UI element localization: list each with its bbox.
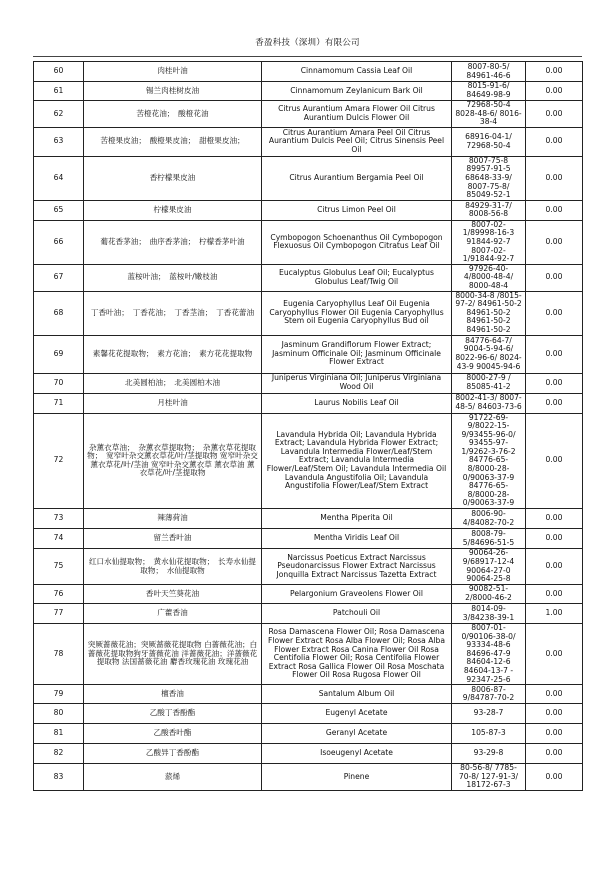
- cas-number-cell: 93-28-7: [452, 704, 526, 724]
- cas-number-cell: 84776-64-7/ 9004-5-94-6/ 8022-96-6/ 8024-43-9 90045-94-6: [452, 335, 526, 373]
- row-number: 72: [34, 413, 84, 509]
- row-number: 73: [34, 509, 84, 529]
- row-number: 66: [34, 220, 84, 264]
- content-value-cell: 0.00: [526, 127, 583, 156]
- inci-name-cell: Eugenia Caryophyllus Leaf Oil Eugenia Caryophyllus Flower Oil Eugenia Caryophyllus Stem oil Eugenia Caryophyllus Bud oil: [262, 291, 452, 335]
- chinese-name-cell: 辣薄荷油: [84, 509, 262, 529]
- cas-number-cell: 8006-87-9/84787-70-2: [452, 685, 526, 704]
- content-value-cell: 0.00: [526, 373, 583, 393]
- table-row: [34, 585, 583, 604]
- content-value-cell: 0.00: [526, 529, 583, 549]
- row-number: 67: [34, 264, 84, 291]
- content-value-cell: 0.00: [526, 101, 583, 128]
- content-value-cell: 0.00: [526, 744, 583, 764]
- row-number: 65: [34, 200, 84, 220]
- content-value-cell: 0.00: [526, 220, 583, 264]
- inci-name-cell: Cinnamomum Zeylanicum Bark Oil: [262, 82, 452, 101]
- table-row: [34, 156, 583, 200]
- cas-number-cell: 97926-40-4/8000-48-4/ 8000-48-4: [452, 264, 526, 291]
- inci-name-cell: Rosa Damascena Flower Oil; Rosa Damascena Flower Extract Rosa Alba Flower Oil; Rosa Alba Flower Extract Rosa Canina Flower Oil Rosa Centifolia Flower Oil; Rosa Centifolia Flower Extract Rosa Gallica Flower Oil Rosa Moschata Flower Oil Rosa Rugosa Flower Oil: [262, 624, 452, 685]
- chinese-name-cell: 乙酸异丁香酚酯: [84, 744, 262, 764]
- inci-name-cell: Mentha Piperita Oil: [262, 509, 452, 529]
- chinese-name-cell: 蒎烯: [84, 764, 262, 791]
- ingredient-table-body: [34, 62, 583, 791]
- cas-number-cell: 90082-51-2/8000-46-2: [452, 585, 526, 604]
- inci-name-cell: Lavandula Hybrida Oil; Lavandula Hybrida Extract; Lavandula Hybrida Flower Extract; Lavandula Intermedia Flower/Leaf/Stem Extract; Lavandula Intermedia Flower/Leaf/Stem Oil; Lavandula Intermedia Oil Lavandula Angustifolia Oil; Lavandula Angustifolia Flower/Leaf/Stem Extract: [262, 413, 452, 509]
- content-value-cell: 0.00: [526, 704, 583, 724]
- chinese-name-cell: 檀香油: [84, 685, 262, 704]
- chinese-name-cell: 锡兰肉桂树皮油: [84, 82, 262, 101]
- chinese-name-cell: 柠檬果皮油: [84, 200, 262, 220]
- table-row: [34, 393, 583, 413]
- chinese-name-cell: 肉桂叶油: [84, 62, 262, 82]
- content-value-cell: 0.00: [526, 156, 583, 200]
- cas-number-cell: 84929-31-7/ 8008-56-8: [452, 200, 526, 220]
- chinese-name-cell: 苦橙果皮油； 酸橙果皮油； 甜橙果皮油；: [84, 127, 262, 156]
- inci-name-cell: Narcissus Poeticus Extract Narcissus Pseudonarcissus Flower Extract Narcissus Jonquilla Extract Narcissus Tazetta Extract: [262, 549, 452, 585]
- page-header-company: 香盈科技（深圳）有限公司: [255, 38, 360, 48]
- table-row: [34, 704, 583, 724]
- content-value-cell: 0.00: [526, 291, 583, 335]
- row-number: 81: [34, 724, 84, 744]
- cas-number-cell: 8007-80-5/ 84961-46-6: [452, 62, 526, 82]
- row-number: 68: [34, 291, 84, 335]
- chinese-name-cell: 素馨花花提取物； 素方花油； 素方花花提取物: [84, 335, 262, 373]
- cas-number-cell: 8000-27-9 / 85085-41-2: [452, 373, 526, 393]
- chinese-name-cell: 广藿香油: [84, 604, 262, 624]
- inci-name-cell: Citrus Aurantium Amara Peel Oil Citrus Aurantium Dulcis Peel Oil; Citrus Sinensis Peel Oil: [262, 127, 452, 156]
- inci-name-cell: Isoeugenyl Acetate: [262, 744, 452, 764]
- cas-number-cell: 91722-69-9/8022-15-9/93455-96-0/ 93455-97-1/9262-3-76-2 84776-65-8/8000-28-0/90063-37-9 84776-65-8/8000-28-0/90063-37-9: [452, 413, 526, 509]
- table-row: [34, 101, 583, 128]
- table-row: [34, 413, 583, 509]
- content-value-cell: 0.00: [526, 413, 583, 509]
- cas-number-cell: 8007-02-1/89998-16-3 91844-92-7 8007-02-1/91844-92-7: [452, 220, 526, 264]
- cas-number-cell: 8007-01-0/90106-38-0/ 93334-48-6 84696-47-9 84604-12-6 84604-13-7 - 92347-25-6: [452, 624, 526, 685]
- cas-number-cell: 8014-09-3/84238-39-1: [452, 604, 526, 624]
- chinese-name-cell: 乙酸香叶酯: [84, 724, 262, 744]
- row-number: 63: [34, 127, 84, 156]
- table-row: [34, 724, 583, 744]
- chinese-name-cell: 苦橙花油； 酸橙花油: [84, 101, 262, 128]
- cas-number-cell: 8000-34-8 /8015-97-2/ 84961-50-2 84961-50-2 84961-50-2 84961-50-2: [452, 291, 526, 335]
- row-number: 76: [34, 585, 84, 604]
- content-value-cell: 0.00: [526, 724, 583, 744]
- chinese-name-cell: 红口水仙提取物； 黄水仙花提取物； 长寿水仙提取物； 水仙提取物: [84, 549, 262, 585]
- header-rule: [33, 56, 582, 57]
- cas-number-cell: 8007-75-8 89957-91-5 68648-33-9/ 8007-75-8/ 85049-52-1: [452, 156, 526, 200]
- table-row: [34, 604, 583, 624]
- row-number: 69: [34, 335, 84, 373]
- inci-name-cell: Mentha Viridis Leaf Oil: [262, 529, 452, 549]
- row-number: 64: [34, 156, 84, 200]
- chinese-name-cell: 杂薰衣草油； 杂薰衣草提取物； 杂薰衣草花提取物； 宽窄叶杂交薰衣草花/叶/茎提取物 宽窄叶杂交薰衣草花/叶/茎油 宽窄叶杂交薰衣草 薰衣草油 薰衣草花/叶/茎提取物: [84, 413, 262, 509]
- cas-number-cell: 90064-26-9/68917-12-4 90064-27-0 90064-25-8: [452, 549, 526, 585]
- content-value-cell: 0.00: [526, 764, 583, 791]
- row-number: 74: [34, 529, 84, 549]
- chinese-name-cell: 香叶天竺葵花油: [84, 585, 262, 604]
- table-row: [34, 335, 583, 373]
- inci-name-cell: Geranyl Acetate: [262, 724, 452, 744]
- content-value-cell: 0.00: [526, 585, 583, 604]
- table-row: [34, 127, 583, 156]
- table-row: [34, 200, 583, 220]
- cas-number-cell: 8015-91-6/ 84649-98-9: [452, 82, 526, 101]
- inci-name-cell: Santalum Album Oil: [262, 685, 452, 704]
- table-row: [34, 549, 583, 585]
- content-value-cell: 0.00: [526, 624, 583, 685]
- row-number: 70: [34, 373, 84, 393]
- chinese-name-cell: 蓝桉叶油； 蓝桉叶/嫩枝油: [84, 264, 262, 291]
- inci-name-cell: Citrus Aurantium Amara Flower Oil Citrus Aurantium Dulcis Flower Oil: [262, 101, 452, 128]
- content-value-cell: 0.00: [526, 549, 583, 585]
- table-row: [34, 744, 583, 764]
- chinese-name-cell: 香柠檬果皮油: [84, 156, 262, 200]
- table-row: [34, 764, 583, 791]
- table-row: [34, 529, 583, 549]
- content-value-cell: 1.00: [526, 604, 583, 624]
- table-row: [34, 373, 583, 393]
- inci-name-cell: Eugenyl Acetate: [262, 704, 452, 724]
- row-number: 79: [34, 685, 84, 704]
- cas-number-cell: 8008-79-5/84696-51-5: [452, 529, 526, 549]
- inci-name-cell: Pelargonium Graveolens Flower Oil: [262, 585, 452, 604]
- table-row: [34, 82, 583, 101]
- cas-number-cell: 8002-41-3/ 8007-48-5/ 84603-73-6: [452, 393, 526, 413]
- inci-name-cell: Eucalyptus Globulus Leaf Oil; Eucalyptus Globulus Leaf/Twig Oil: [262, 264, 452, 291]
- table-row: [34, 264, 583, 291]
- chinese-name-cell: 葡花香茅油； 曲序香茅油； 柠檬香茅叶油: [84, 220, 262, 264]
- row-number: 75: [34, 549, 84, 585]
- row-number: 80: [34, 704, 84, 724]
- content-value-cell: 0.00: [526, 335, 583, 373]
- row-number: 62: [34, 101, 84, 128]
- table-row: [34, 685, 583, 704]
- content-value-cell: 0.00: [526, 685, 583, 704]
- inci-name-cell: Jasminum Grandiflorum Flower Extract; Jasminum Officinale Oil; Jasminum Officinale Flower Extract: [262, 335, 452, 373]
- content-value-cell: 0.00: [526, 62, 583, 82]
- chinese-name-cell: 月桂叶油: [84, 393, 262, 413]
- inci-name-cell: Cinnamomum Cassia Leaf Oil: [262, 62, 452, 82]
- content-value-cell: 0.00: [526, 200, 583, 220]
- cas-number-cell: 93-29-8: [452, 744, 526, 764]
- row-number: 78: [34, 624, 84, 685]
- cas-number-cell: 80-56-8/ 7785-70-8/ 127-91-3/ 18172-67-3: [452, 764, 526, 791]
- row-number: 71: [34, 393, 84, 413]
- inci-name-cell: Citrus Limon Peel Oil: [262, 200, 452, 220]
- row-number: 83: [34, 764, 84, 791]
- cas-number-cell: 68916-04-1/ 72968-50-4: [452, 127, 526, 156]
- inci-name-cell: Patchouli Oil: [262, 604, 452, 624]
- inci-name-cell: Juniperus Virginiana Oil; Juniperus Virginiana Wood Oil: [262, 373, 452, 393]
- chinese-name-cell: 乙酸丁香酚酯: [84, 704, 262, 724]
- table-row: [34, 220, 583, 264]
- table-row: [34, 624, 583, 685]
- inci-name-cell: Citrus Aurantium Bergamia Peel Oil: [262, 156, 452, 200]
- row-number: 60: [34, 62, 84, 82]
- chinese-name-cell: 突厥蔷薇花油；突厥蔷薇花提取物 白蔷薇花油；白蔷薇花提取物狗牙蔷薇花油 洋蔷薇花油；洋蔷薇花提取物 法国蔷薇花油 麝香玫瑰花油 玫瑰花油: [84, 624, 262, 685]
- table-row: [34, 509, 583, 529]
- cas-number-cell: 105-87-3: [452, 724, 526, 744]
- row-number: 82: [34, 744, 84, 764]
- content-value-cell: 0.00: [526, 393, 583, 413]
- chinese-name-cell: 北美圆柏油； 北美圆柏木油: [84, 373, 262, 393]
- cas-number-cell: 72968-50-4 8028-48-6/ 8016-38-4: [452, 101, 526, 128]
- inci-name-cell: Cymbopogon Schoenanthus Oil Cymbopogon Flexuosus Oil Cymbopogon Citratus Leaf Oil: [262, 220, 452, 264]
- inci-name-cell: Laurus Nobilis Leaf Oil: [262, 393, 452, 413]
- ingredient-table: [33, 61, 583, 791]
- chinese-name-cell: 留兰香叶油: [84, 529, 262, 549]
- chinese-name-cell: 丁香叶油； 丁香花油； 丁香茎油； 丁香花蕾油: [84, 291, 262, 335]
- content-value-cell: 0.00: [526, 82, 583, 101]
- inci-name-cell: Pinene: [262, 764, 452, 791]
- row-number: 61: [34, 82, 84, 101]
- content-value-cell: 0.00: [526, 264, 583, 291]
- cas-number-cell: 8006-90-4/84082-70-2: [452, 509, 526, 529]
- row-number: 77: [34, 604, 84, 624]
- table-row: [34, 62, 583, 82]
- table-row: [34, 291, 583, 335]
- content-value-cell: 0.00: [526, 509, 583, 529]
